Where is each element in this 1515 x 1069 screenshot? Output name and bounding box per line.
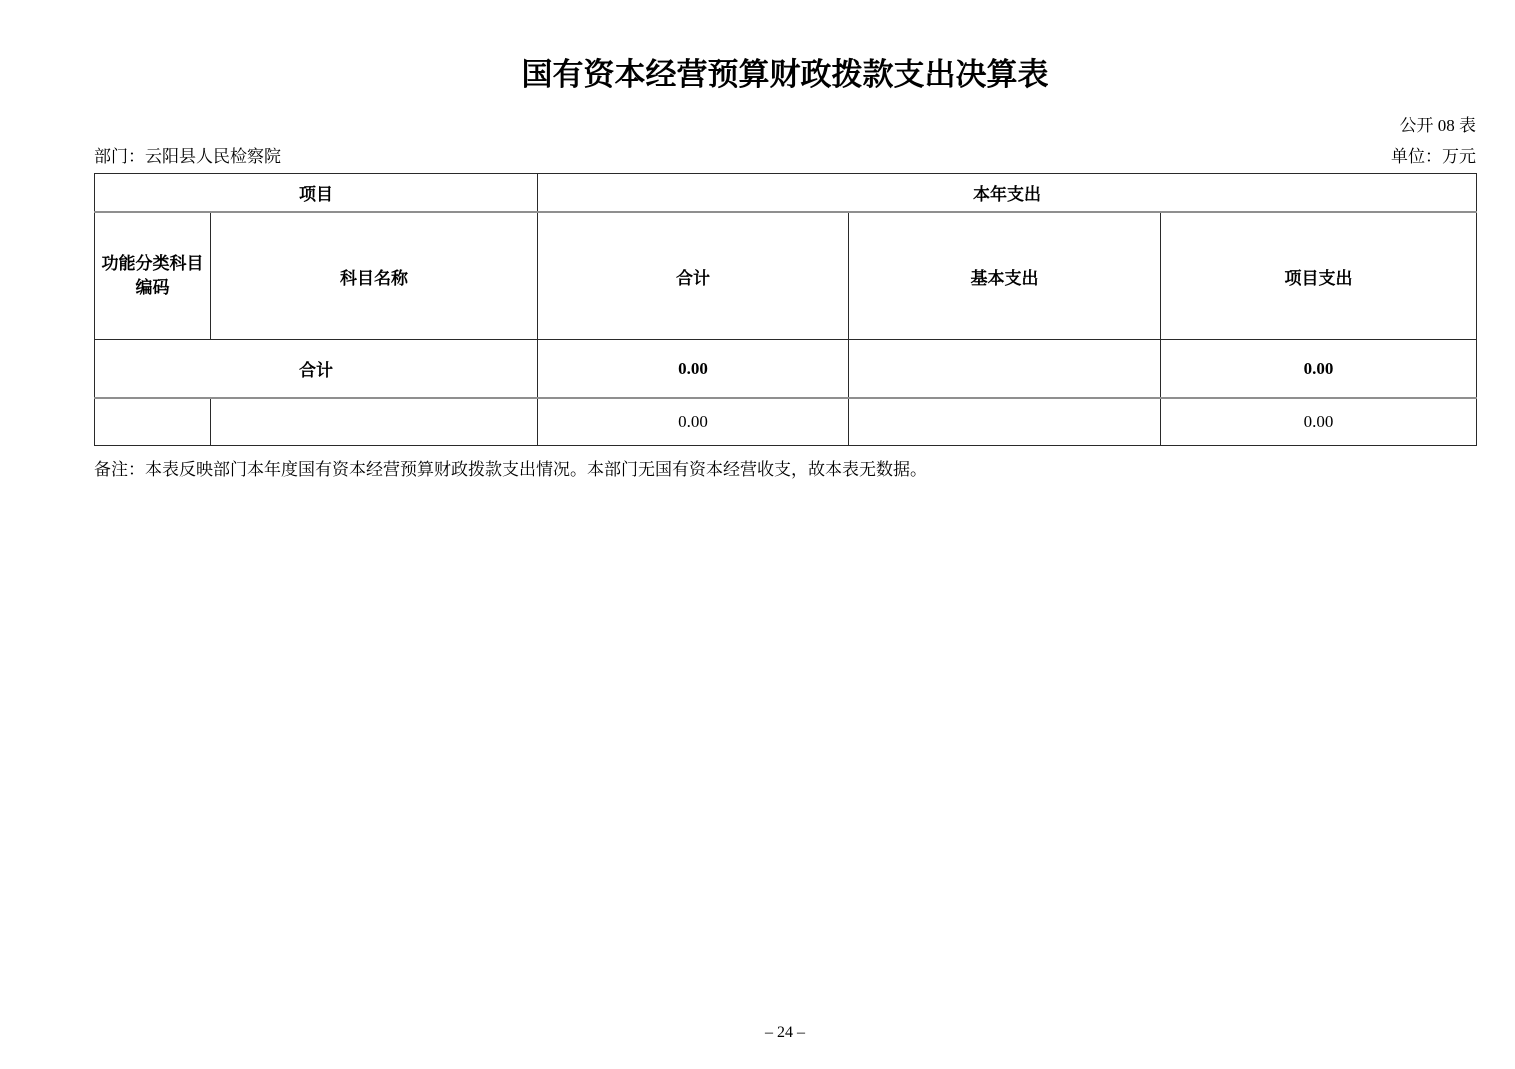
table-header-row-1 [95, 174, 1477, 213]
content-area [94, 0, 1476, 481]
meta-row [94, 147, 1476, 167]
cell-total-value: 0.00 [538, 398, 849, 446]
page-number: – 24 – [765, 1024, 805, 1041]
row-total-sum-value: 0.00 [538, 340, 849, 399]
table-number-label: 公开 08 表 [1399, 116, 1476, 135]
note-text: 备注：本表反映部门本年度国有资本经营预算财政拨款支出情况。本部门无国有资本经营收支，故本表无数据。 [94, 460, 927, 479]
department-label: 部门：云阳县人民检察院 [94, 147, 281, 166]
table-row-total [95, 340, 1477, 399]
header-function-code [95, 212, 211, 340]
row-total-basic-value [849, 340, 1161, 399]
header-basic-expenditure: 基本支出 [849, 212, 1161, 340]
header-project: 项目 [95, 174, 538, 213]
expenditure-table [94, 173, 1477, 446]
header-function-code-line: 编码 [135, 278, 170, 297]
row-total-label: 合计 [95, 340, 538, 399]
row-total-project-value: 0.00 [1161, 340, 1477, 399]
table-row-detail [95, 398, 1477, 446]
page-title: 国有资本经营预算财政拨款支出决算表 [521, 57, 1049, 92]
cell-subject-name [211, 398, 538, 446]
cell-project-value: 0.00 [1161, 398, 1477, 446]
header-current-year-expenditure: 本年支出 [538, 174, 1477, 213]
table-header-row-2 [95, 212, 1477, 340]
cell-basic-value [849, 398, 1161, 446]
header-total: 合计 [538, 212, 849, 340]
header-function-code-line: 功能分类科目 [101, 254, 204, 273]
header-project-expenditure: 项目支出 [1161, 212, 1477, 340]
cell-function-code [95, 398, 211, 446]
header-subject-name: 科目名称 [211, 212, 538, 340]
unit-label: 单位：万元 [1391, 147, 1476, 166]
